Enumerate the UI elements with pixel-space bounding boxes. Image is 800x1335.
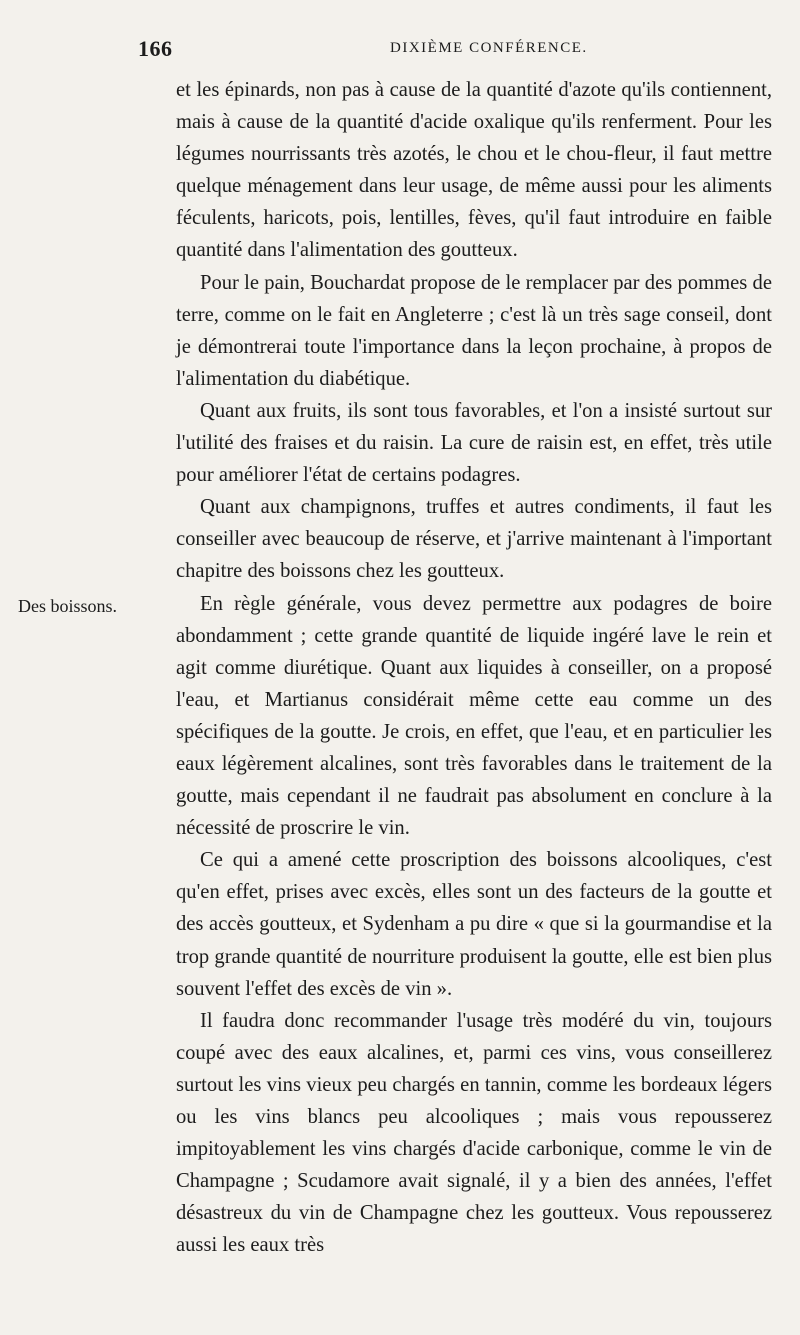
paragraph: Quant aux fruits, ils sont tous favorables, et l'on a insisté surtout sur l'utilité des fraises et du raisin. La cure de raisin est, en effet, très utile pour améliorer l'état de certains podagres. <box>176 399 772 487</box>
page-number: 166 <box>138 36 173 61</box>
running-title: DIXIÈME CONFÉRENCE. <box>390 40 588 56</box>
margin-note: Des boissons. <box>18 596 118 616</box>
paragraph: Ce qui a amené cette proscription des boissons alcooliques, c'est qu'en effet, prises avec excès, elles sont un des facteurs de la goutte et des accès goutteux, et Sydenham a pu dire « que si la gourmandise et la trop grande quantité de nourriture produisent la goutte, elle est bien plus souvent l'effet des excès de vin ». <box>176 849 772 1000</box>
paragraph: Pour le pain, Bouchardat propose de le remplacer par des pommes de terre, comme on le fait en Angleterre ; c'est là un très sage conseil, dont je démontrerai toute l'importance dans la leçon prochaine, à propos de l'alimentation du diabétique. <box>176 271 772 390</box>
paragraph: et les épinards, non pas à cause de la quantité d'azote qu'ils contiennent, mais à cause de la quantité d'acide oxalique qu'ils renferment. Pour les légumes nourrissants très azotés, le chou et le chou-fleur, il faut mettre quelque ménagement dans leur usage, de même aussi pour les aliments féculents, haricots, pois, lentilles, fèves, qu'il faut introduire en faible quantité dans l'alimentation des goutteux. <box>176 79 772 262</box>
body-text <box>176 74 772 1261</box>
paragraph: Il faudra donc recommander l'usage très modéré du vin, toujours coupé avec des eaux alcalines, et, parmi ces vins, vous conseillerez surtout les vins vieux peu chargés en tannin, comme les bordeaux légers ou les vins blancs peu alcooliques ; mais vous repousserez impitoyablement les vins chargés d'acide carbonique, comme le vin de Champagne ; Scudamore avait signalé, il y a bien des années, l'effet désastreux du vin de Champagne chez les goutteux. Vous repousserez aussi les eaux très <box>176 1009 772 1257</box>
paragraph: En règle générale, vous devez permettre aux podagres de boire abondamment ; cette grande quantité de liquide ingéré lave le rein et agit comme diurétique. Quant aux liquides à conseiller, on a proposé l'eau, et Martianus considérait même cette eau comme un des spécifiques de la goutte. Je crois, en effet, que l'eau, et en particulier les eaux légèrement alcalines, sont très favorables dans le traitement de la goutte, mais cependant il ne faudrait pas absolument en conclure à la nécessité de proscrire le vin. <box>176 592 772 840</box>
paragraph: Quant aux champignons, truffes et autres condiments, il faut les conseiller avec beaucoup de réserve, et j'arrive maintenant à l'important chapitre des boissons chez les goutteux. <box>176 496 772 583</box>
page-header <box>138 36 778 64</box>
